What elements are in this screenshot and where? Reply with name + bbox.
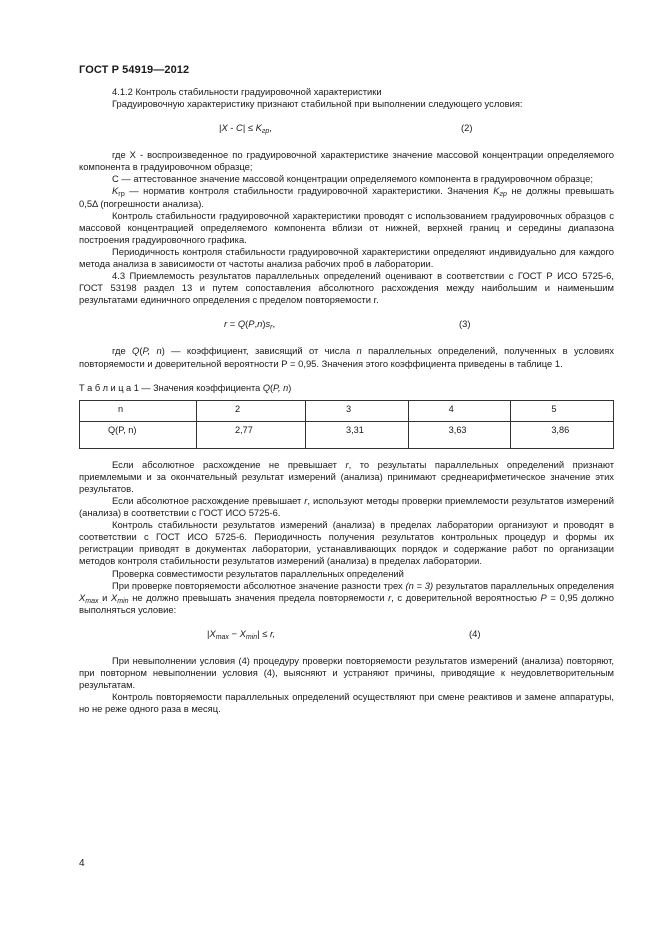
- paragraph: Контроль повторяемости параллельных определений осуществляют при смене реактивов и замене аппаратуры, но не реже одного раза в месяц.: [79, 691, 614, 715]
- document-body: [79, 86, 614, 715]
- paragraph: $K_{гр}$ — норматив контроля стабильности градуировочной характеристики. Значения $K_{гр}$ не должны превышать 0,5Δ (погрешности анализа).: [79, 185, 614, 209]
- paragraph: 4.3 Приемлемость результатов параллельных определений оценивают в соответствии с ГОСТ Р ИСО 5725-6, ГОСТ 53198 раздел 13 и путем сопоставления абсолютного расхождения между наибольшим и наименьшим результатами единичного определения с пределом повторяемости r.: [79, 270, 614, 306]
- section-heading: 4.1.2 Контроль стабильности градуировочной характеристики: [112, 86, 382, 97]
- formula-expression: $r = Q(P,n)s_r$,: [224, 318, 276, 332]
- paragraph: Если абсолютное расхождение превышает r, используют методы проверки приемлемости результатов измерений (анализа) в соответствии с ГОСТ ИСО 5725-6.: [79, 494, 614, 519]
- table-header-row: [80, 400, 614, 421]
- formula-number: (2): [461, 122, 473, 134]
- coefficient-table: [79, 400, 614, 449]
- table-cell: Q(P, n): [80, 421, 197, 448]
- formula-number: (3): [459, 318, 471, 330]
- paragraph: Если абсолютное расхождение не превышает r, то результаты параллельных определений признают приемлемыми и за окончательный результат измерений (анализа) принимают среднеарифметическое значение этих результатов.: [79, 458, 614, 494]
- paragraph: При проверке повторяемости абсолютное значение разности трех (n = 3) результатов параллельных определения $X_{max}$ и $X_{min}$ не должно превышать значения предела повторяемости r, с доверительной вероятностью P = 0,95 должно выполняться условие:: [79, 579, 615, 615]
- page-number: 4: [79, 858, 85, 869]
- paragraph: где X - воспроизведенное по градуировочной характеристике значение массовой концентрации определяемого компонента в градуировочном образце;: [79, 149, 614, 173]
- formula-expression: $|X_{max} - X_{min}| \le r$,: [207, 627, 276, 641]
- table-row: [80, 421, 614, 448]
- table-cell: 2,77: [197, 421, 306, 448]
- document-header: ГОСТ Р 54919—2012: [79, 64, 190, 76]
- formula-expression: $|X - C| \le K_{гр}$,: [219, 122, 272, 136]
- table-cell: 4: [408, 400, 511, 421]
- paragraph: Градуировочную характеристику признают стабильной при выполнении следующего условия:: [112, 98, 523, 110]
- formula-3: [79, 314, 614, 336]
- paragraph: Проверка совместимости результатов параллельных определений: [112, 567, 404, 579]
- table-cell: 3,31: [306, 421, 409, 448]
- paragraph: Периодичность контроля стабильности градуировочной характеристики определяют индивидуально для каждого метода анализа в зависимости от частоты анализа рабочих проб в лаборатории.: [79, 245, 614, 270]
- paragraph: где Q(P, n) — коэффициент, зависящий от числа n параллельных определений, полученных в условиях повторяемости и доверительной вероятности Р = 0,95. Значения этого коэффициента приведены в таблице 1.: [79, 345, 615, 369]
- table-caption: Т а б л и ц а 1 — Значения коэффициента Q(P, n): [79, 382, 292, 393]
- table-cell: 2: [197, 400, 306, 421]
- paragraph: При невыполнении условия (4) процедуру проверки повторяемости результатов измерений (анализа) повторяют, при повторном невыполнении условия (4), выясняют и устраняют причины, приводящие к неудовлетворительным результатам.: [79, 654, 614, 691]
- table-cell: 3: [306, 400, 409, 421]
- paragraph: Контроль стабильности результатов измерений (анализа) в пределах лаборатории организуют и проводят в соответствии с ГОСТ ИСО 5725-6. Периодичность получения результатов контрольных процедур и формы их регистрации приводят в документах лаборатории, устанавливающих порядок и содержание работ по организации методов контроля стабильности результатов измерений (анализа) в пределах лаборатории.: [79, 519, 614, 567]
- formula-number: (4): [469, 627, 481, 639]
- table-cell: 3,63: [408, 421, 511, 448]
- formula-2: [79, 118, 614, 140]
- table-cell: 3,86: [511, 421, 614, 448]
- table-cell: 5: [511, 400, 614, 421]
- paragraph: С — аттестованное значение массовой концентрации определяемого компонента в градуировочном образце;: [112, 173, 593, 185]
- table-cell: n: [80, 400, 197, 421]
- formula-4: [79, 624, 614, 646]
- paragraph: Контроль стабильности градуировочной характеристики проводят с использованием градуировочных образцов с массовой концентрацией определяемого компонента вблизи от нижней, верхней границ и середины диапазона построения градуировочного графика.: [79, 209, 614, 245]
